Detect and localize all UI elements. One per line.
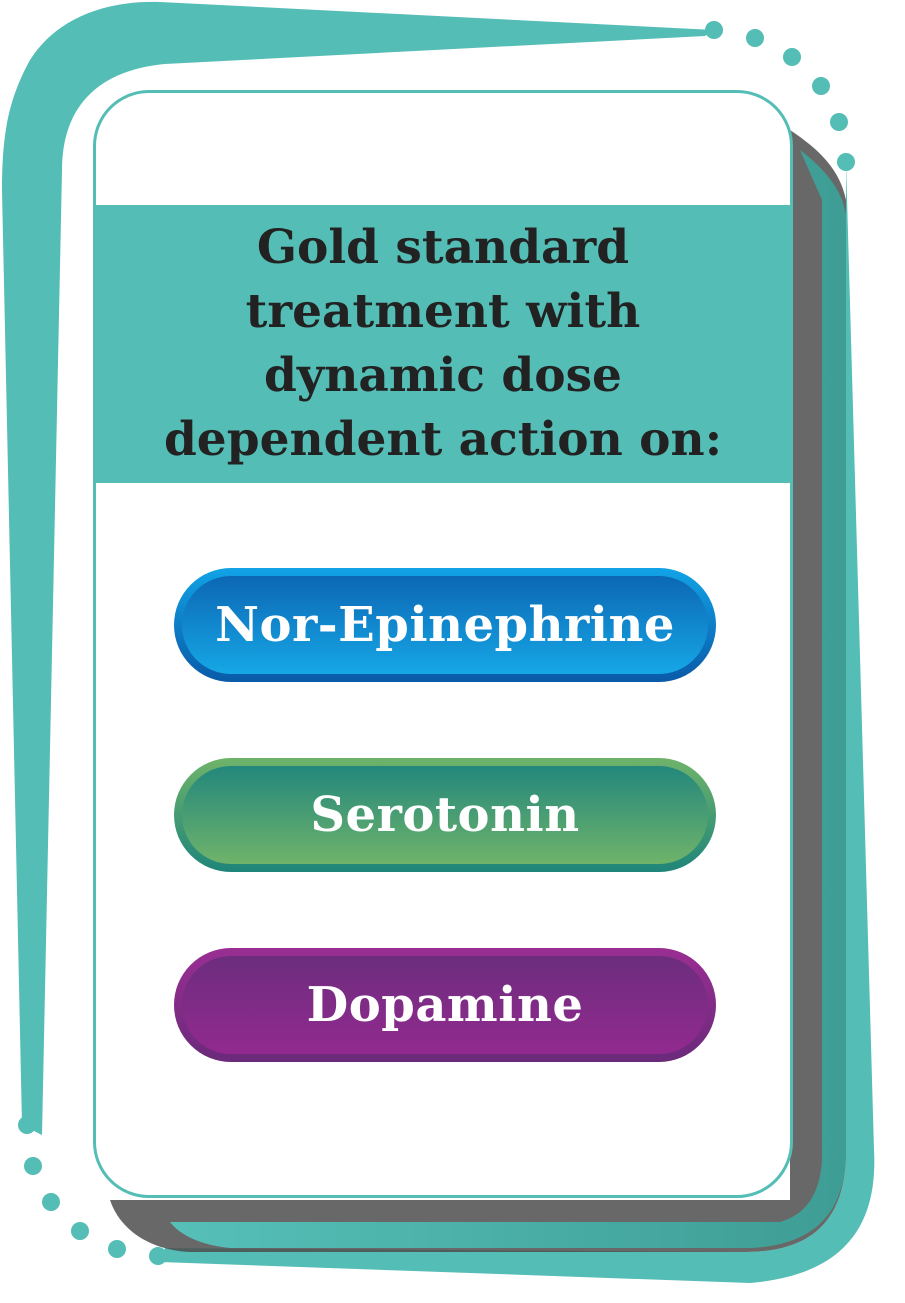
nor-epinephrine-label: Nor-Epinephrine: [182, 576, 708, 674]
info-card: [93, 90, 793, 1198]
heading: Gold standard treatment with dynamic dose dependent action on:: [163, 220, 723, 467]
dopamine-label: Dopamine: [182, 956, 708, 1054]
dot: [783, 48, 801, 66]
dot: [108, 1240, 126, 1258]
dot: [812, 77, 830, 95]
card-header: [96, 205, 790, 483]
nor-epinephrine-pill: [174, 568, 716, 682]
dopamine-pill: [174, 948, 716, 1062]
dot: [42, 1193, 60, 1211]
serotonin-pill: [174, 758, 716, 872]
dot: [149, 1247, 167, 1265]
dot: [705, 21, 723, 39]
dot: [837, 153, 855, 171]
dot: [18, 1116, 36, 1134]
dot: [71, 1222, 89, 1240]
dot: [24, 1157, 42, 1175]
serotonin-label: Serotonin: [182, 766, 708, 864]
dot: [830, 113, 848, 131]
dot: [746, 29, 764, 47]
